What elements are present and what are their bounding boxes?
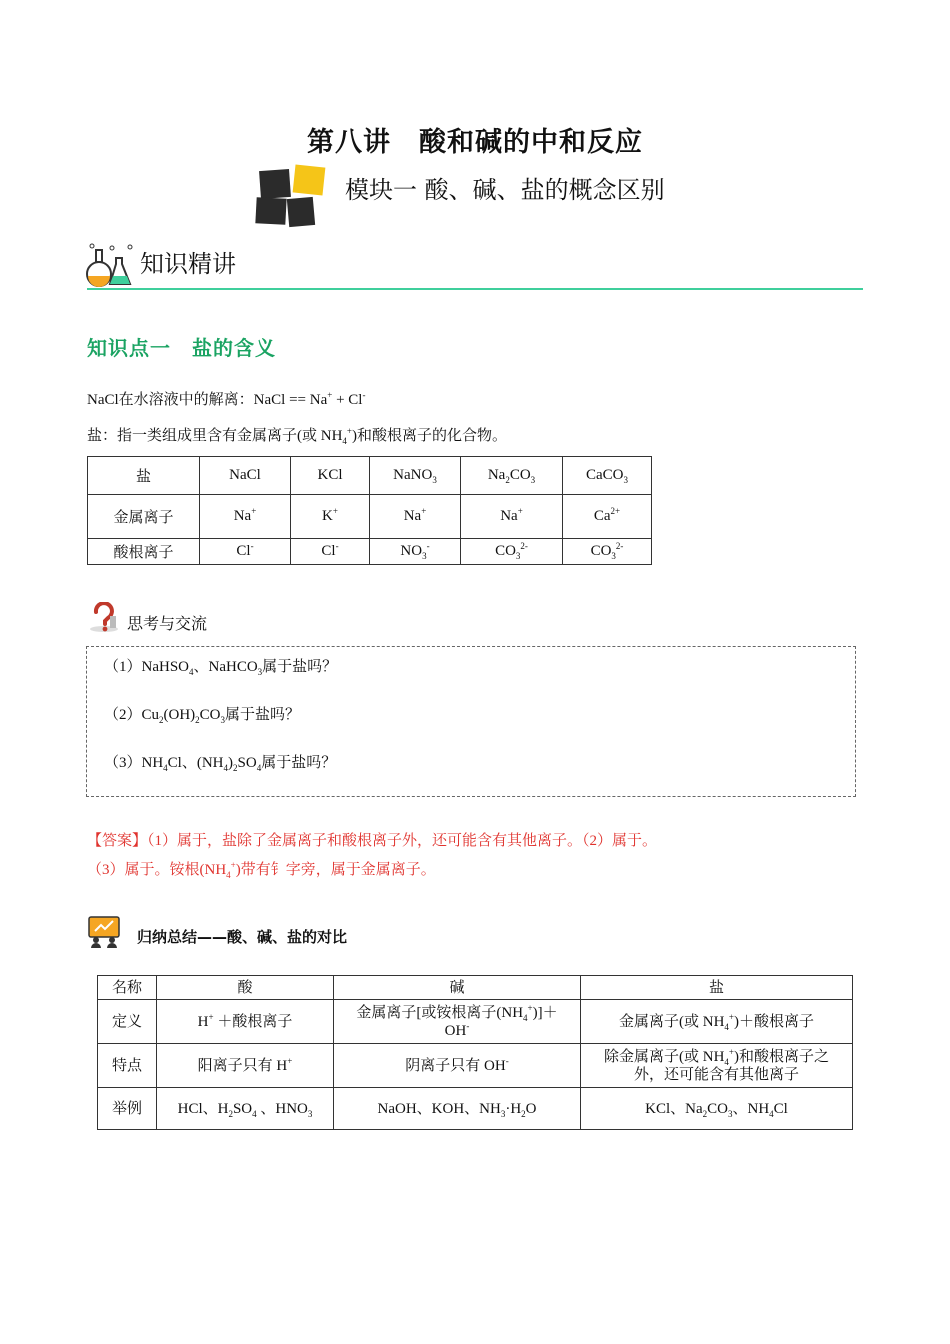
cell-text: Na [487, 467, 506, 483]
dissociation-line: NaCl在水溶液中的解离：NaCl == Na+ + Cl- [87, 390, 366, 408]
table-cell: 酸 [157, 976, 334, 1000]
table-cell: Na+ [200, 495, 291, 539]
q-text: 、NaHCO [193, 659, 258, 675]
question-2: $(2)Cu_2(OH)_2CO_3$属于盐吗？ [104, 707, 301, 725]
table-cell: CaCO$_3$ [563, 457, 652, 495]
think-label: 思考与交流 [127, 616, 208, 633]
answer-line-1: 【答案】（1）属于，盐除了金属离子和酸根离子外，还可能含有其他离子。（2）属于。 [87, 833, 658, 849]
teacher-board-icon [87, 915, 121, 949]
dissociation-text-2: + Cl [332, 392, 363, 408]
table-cell: 盐 [581, 976, 853, 1000]
salt-definition-text: 盐：指一类组成里含有金属离子(或 NH [87, 428, 343, 444]
table-cell: 除金属离子(或 $NH_4^+$)和酸根离子之 外，还可能含有其他离子 [581, 1044, 853, 1088]
table-cell: 金属离子 [88, 495, 200, 539]
table-cell: 阳离子只有 H+ [157, 1044, 334, 1088]
table-cell: 酸根离子 [88, 539, 200, 565]
answer-line-2: （3）属于。铵根$(NH_4^+)$带有钅字旁，属于金属离子。 [87, 860, 436, 880]
table-row [98, 976, 853, 1000]
q-text: (OH) [163, 707, 196, 723]
knowledge-point-title: 知识点一 盐的含义 [87, 336, 276, 360]
table-cell: Na+ [370, 495, 461, 539]
table-cell: 名称 [98, 976, 157, 1000]
q-text: 属于盐吗？ [225, 707, 301, 723]
question-1: （1）NaHSO$_4$、NaHCO$_3$属于盐吗？ [104, 659, 338, 677]
table-cell: Na+ [461, 495, 563, 539]
lab-flask-icon [86, 242, 138, 288]
table-cell: 金属离子(或 $NH_4^+)+$酸根离子 [581, 1000, 853, 1044]
salt-table [87, 456, 652, 565]
question-mark-icon [88, 602, 120, 632]
module-logo-icon [256, 166, 328, 228]
cell-text: NaNO [393, 467, 433, 483]
table-cell: 特点 [98, 1044, 157, 1088]
module-title: 模块一 酸、碱、盐的概念区别 [345, 176, 665, 204]
table-cell: 碱 [334, 976, 581, 1000]
table-row [88, 539, 652, 565]
salt-definition-line: 盐：指一类组成里含有金属离子(或 $NH_4^+$)和酸根离子的化合物。 [87, 426, 507, 446]
comparison-table [97, 975, 853, 1130]
table-cell: KCl [291, 457, 370, 495]
table-row [88, 457, 652, 495]
q-text: Cl、(NH [167, 755, 224, 771]
q-text: （1）NaHSO [104, 659, 189, 675]
answer-text: （3）属于。铵根(NH [87, 862, 227, 878]
table-cell: 阴离子只有 OH- [334, 1044, 581, 1088]
table-cell: H+ ＋酸根离子 [157, 1000, 334, 1044]
salt-definition-text-2: )和酸根离子的化合物。 [352, 428, 507, 444]
table-cell: $Na_2CO_3$ [461, 457, 563, 495]
q-text: ) [228, 755, 234, 771]
answer-text: )带有钅字旁，属于金属离子。 [235, 862, 436, 878]
table-cell: $NO_3^-$ [370, 539, 461, 565]
summary-label: 归纳总结——酸、碱、盐的对比 [137, 928, 348, 946]
cell-text: CaCO [586, 467, 624, 483]
table-row [98, 1044, 853, 1088]
table-cell: 盐 [88, 457, 200, 495]
section-divider [87, 288, 863, 290]
table-row [88, 495, 652, 539]
table-cell: NaCl [200, 457, 291, 495]
table-cell: 定义 [98, 1000, 157, 1044]
q-text: CO [199, 707, 221, 723]
table-cell: 举例 [98, 1088, 157, 1130]
table-cell: $CO_3^{2-}$ [563, 539, 652, 565]
page-title: 第八讲 酸和碱的中和反应 [307, 127, 643, 158]
table-cell: $CO_3^{2-}$ [461, 539, 563, 565]
table-cell: NaNO$_3$ [370, 457, 461, 495]
table-cell: $Ca^{2+}$ [563, 495, 652, 539]
table-cell: Cl- [200, 539, 291, 565]
dissociation-text: NaCl在水溶液中的解离：NaCl == Na [87, 392, 328, 408]
q-text: （3）NH [104, 755, 164, 771]
table-cell: KCl、$Na_2CO_3$、$NH_4Cl$ [581, 1088, 853, 1130]
table-cell: HCl、$H_2SO_4$ 、$HNO_3$ [157, 1088, 334, 1130]
table-row [98, 1088, 853, 1130]
table-cell: K+ [291, 495, 370, 539]
q-text: 属于盐吗？ [262, 659, 338, 675]
q-text: SO [237, 755, 257, 771]
table-cell: NaOH、KOH、$NH_3\cdot H_2O$ [334, 1088, 581, 1130]
q-text: （2）Cu [104, 707, 160, 723]
section-label: 知识精讲 [140, 250, 236, 278]
table-cell: Cl- [291, 539, 370, 565]
table-row [98, 1000, 853, 1044]
q-text: 属于盐吗？ [261, 755, 337, 771]
table-cell: 金属离子[或铵根离子$(NH_4^+)]+$ OH- [334, 1000, 581, 1044]
question-3: $(3)NH_4Cl$、$(NH_4)_2SO_4$属于盐吗？ [104, 755, 337, 773]
